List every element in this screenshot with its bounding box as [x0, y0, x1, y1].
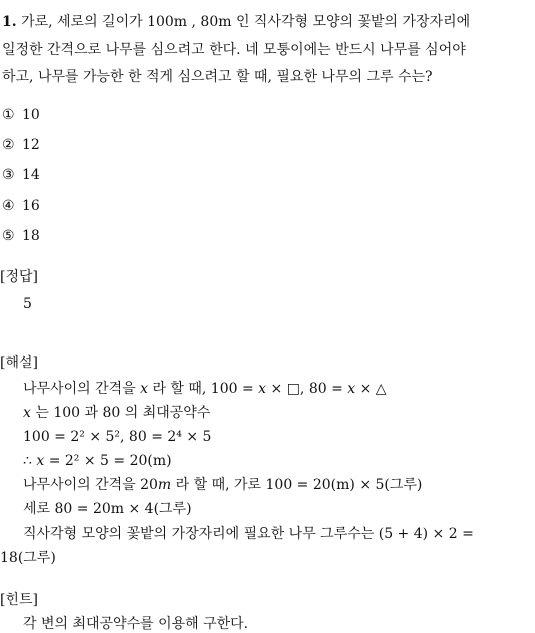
explanation-line-1: 나무사이의 간격을 𝑥 라 할 때, 100 = 𝑥 × □, 80 = 𝑥 × △ — [23, 381, 387, 397]
question-number: 1. — [2, 14, 17, 30]
choice-marker: ② — [2, 137, 15, 153]
question-line-1 — [2, 13, 470, 31]
explanation-line-5: 나무사이의 간격을 20𝑚 라 할 때, 가로 100 = 20(m) × 5(그루) — [23, 477, 423, 493]
choice-marker: ⑤ — [2, 228, 15, 244]
explanation-line-6: 세로 80 = 20m × 4(그루) — [23, 501, 192, 517]
explanation-line-8: 18(그루) — [0, 550, 56, 566]
choice-2[interactable] — [2, 136, 40, 154]
answer-value: 5 — [23, 296, 32, 312]
choice-5[interactable] — [2, 227, 40, 245]
choice-1[interactable] — [2, 106, 40, 124]
choice-value: 18 — [22, 228, 40, 244]
choice-3[interactable] — [2, 166, 40, 184]
explanation-line-7: 직사각형 모양의 꽃밭의 가장자리에 필요한 나무 그루수는 (5 + 4) × 2 = — [23, 526, 474, 542]
hint-label: [힌트] — [0, 592, 38, 608]
explanation-label: [해설] — [0, 355, 38, 371]
question-line-3: 하고, 나무를 가능한 한 적게 심으려고 할 때, 필요한 나무의 그루 수는? — [2, 69, 433, 85]
choice-value: 10 — [22, 107, 40, 123]
question-line-2: 일정한 간격으로 나무를 심으려고 한다. 네 모퉁이에는 반드시 나무를 심어야 — [2, 42, 466, 58]
choice-marker: ③ — [2, 167, 15, 183]
answer-label: [정답] — [0, 269, 38, 285]
question-text-1: 가로, 세로의 길이가 100m , 80m 인 직사각형 모양의 꽃밭의 가장자리에 — [16, 14, 471, 30]
choice-value: 16 — [22, 198, 40, 214]
choice-marker: ① — [2, 107, 15, 123]
choice-value: 12 — [22, 137, 40, 153]
choice-value: 14 — [22, 167, 40, 183]
choice-marker: ④ — [2, 198, 15, 214]
hint-text: 각 변의 최대공약수를 이용해 구한다. — [23, 616, 249, 632]
explanation-line-4: ∴ 𝑥 = 2² × 5 = 20(m) — [23, 453, 172, 469]
explanation-line-2: 𝑥 는 100 과 80 의 최대공약수 — [23, 405, 211, 421]
choice-4[interactable] — [2, 197, 40, 215]
explanation-line-3: 100 = 2² × 5², 80 = 2⁴ × 5 — [23, 429, 212, 445]
